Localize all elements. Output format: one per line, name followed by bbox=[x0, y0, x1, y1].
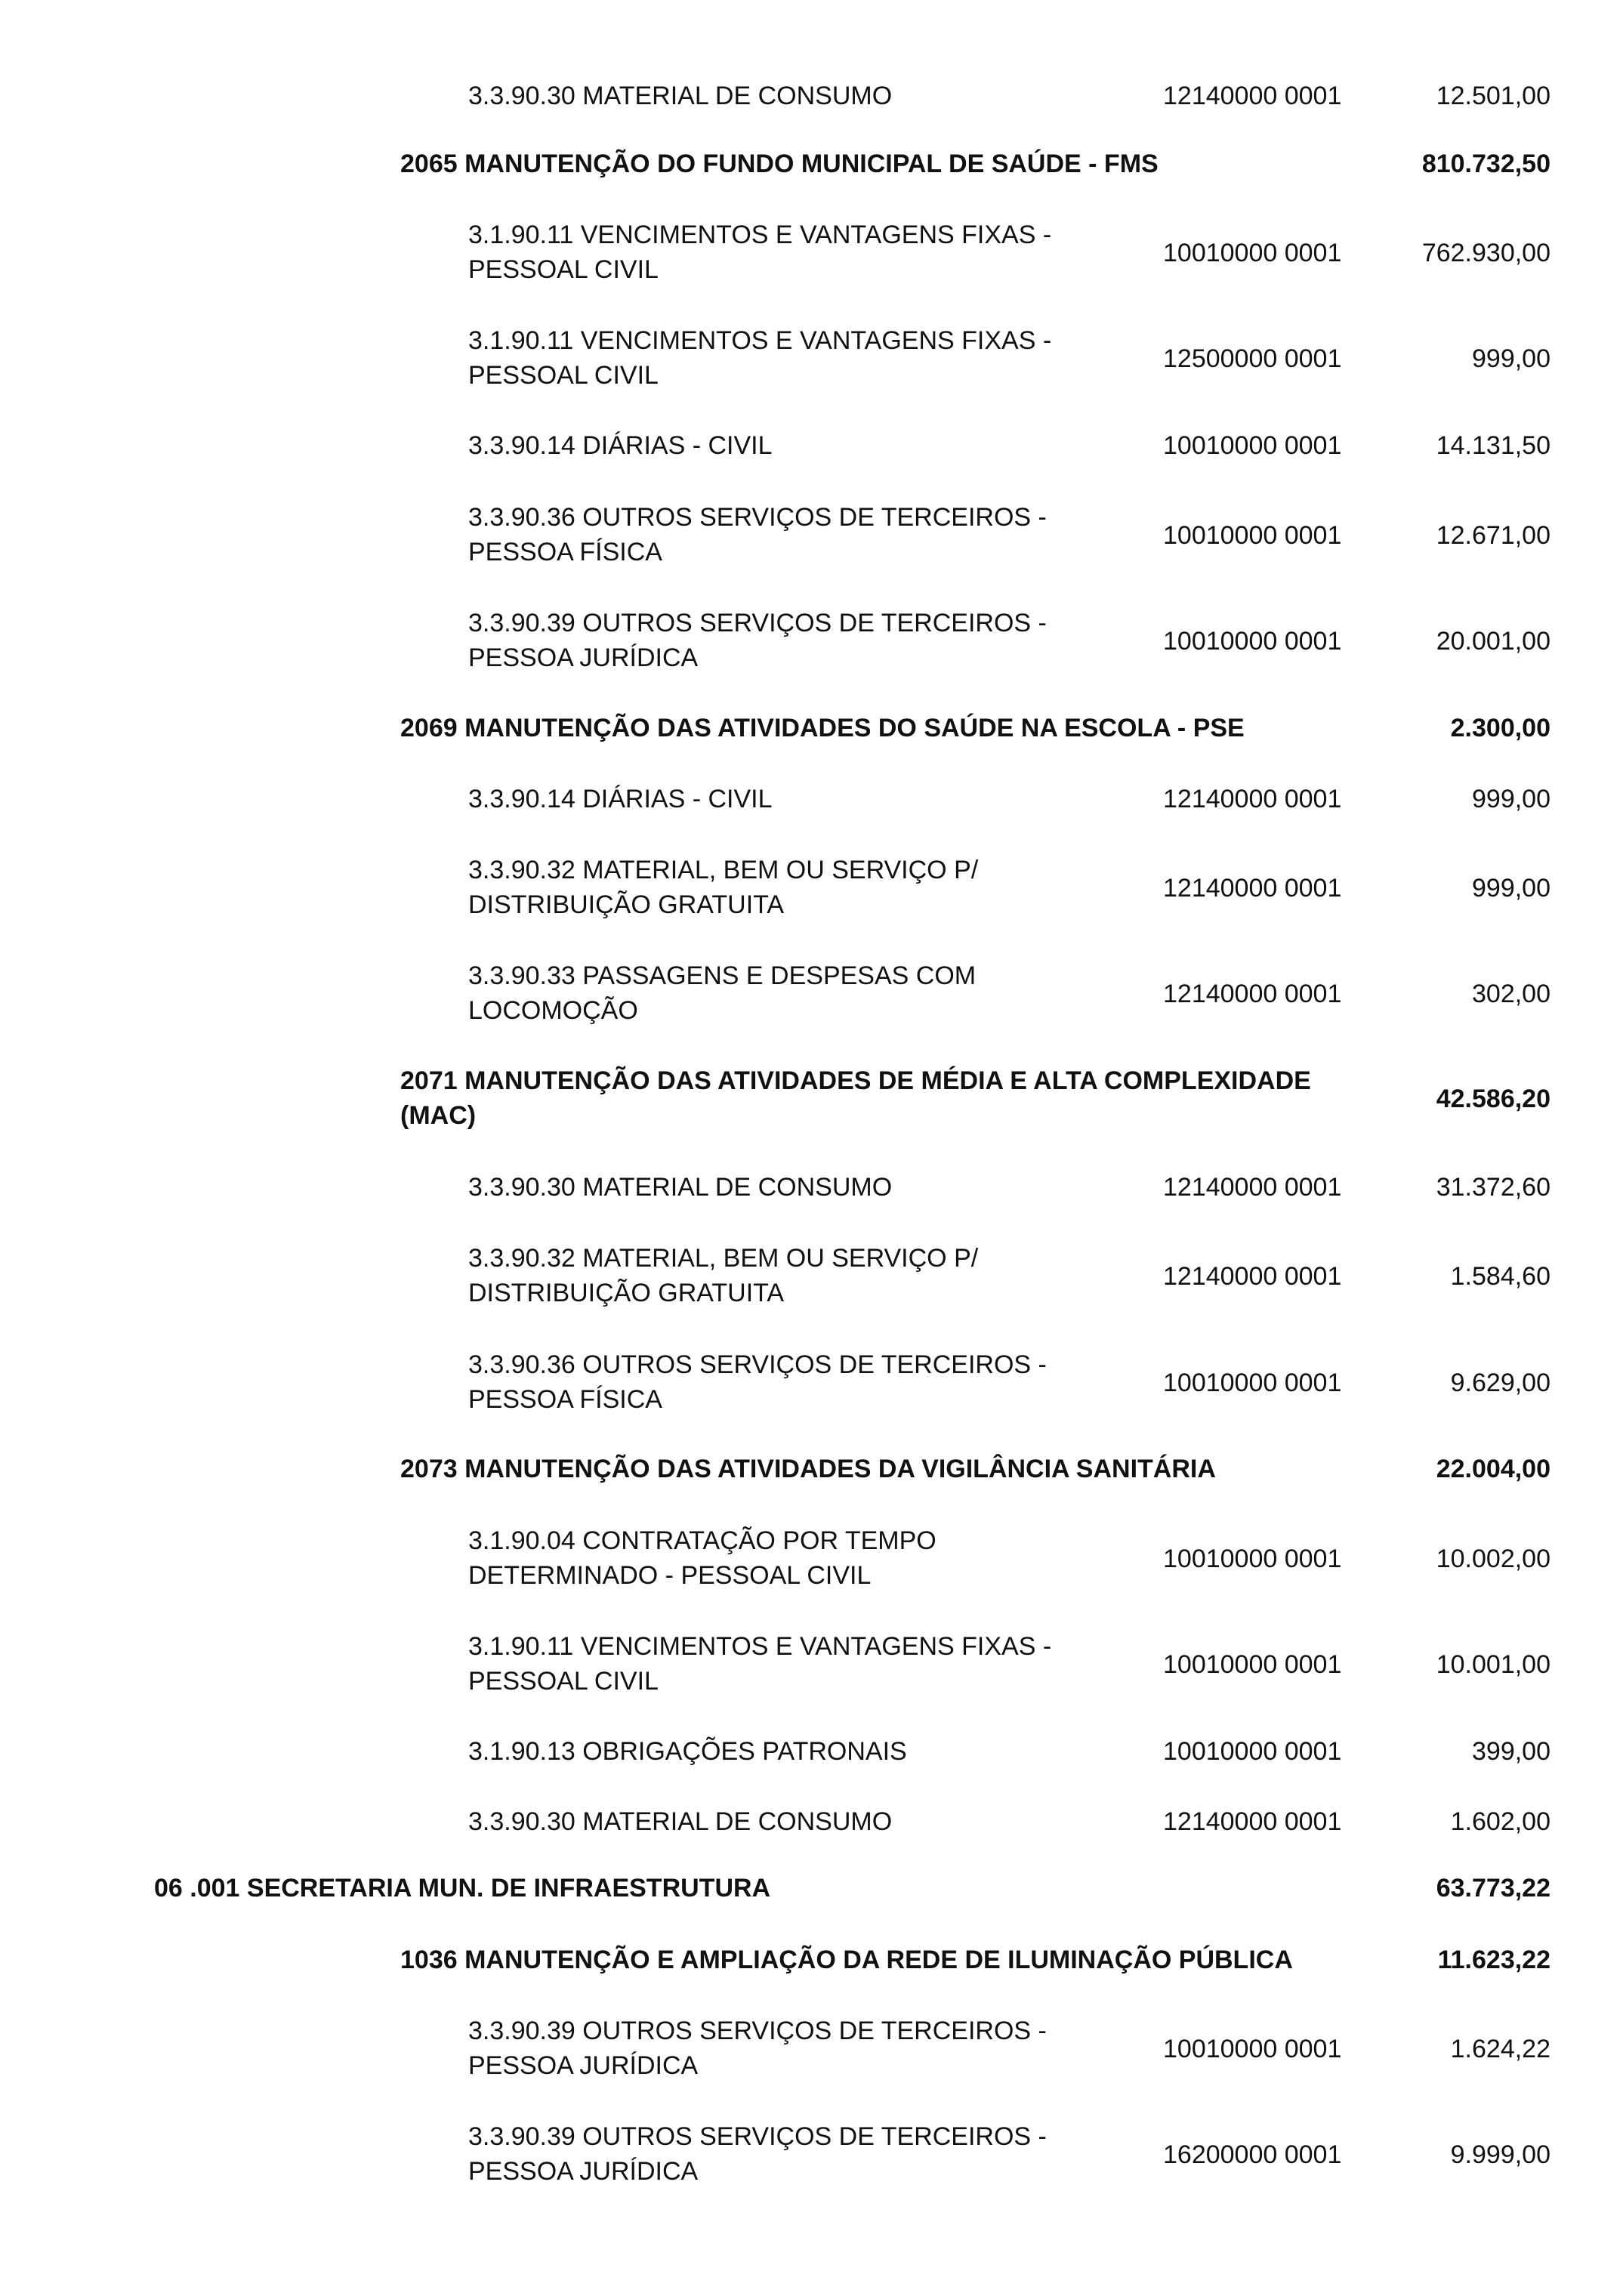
expense-row bbox=[0, 1170, 1623, 1205]
row-description bbox=[468, 218, 1118, 287]
expense-row bbox=[0, 782, 1623, 816]
expense-row bbox=[0, 958, 1623, 1029]
description-line: 06 .001 SECRETARIA MUN. DE INFRAESTRUTURA bbox=[154, 1874, 771, 1903]
source-code: 12140000 0001 bbox=[1163, 874, 1342, 903]
description-line: PESSOAL CIVIL bbox=[468, 255, 659, 284]
organ-row bbox=[0, 1871, 1623, 1906]
row-description bbox=[400, 1452, 1382, 1486]
source-code: 12140000 0001 bbox=[1163, 980, 1342, 1008]
description-line: 3.3.90.32 MATERIAL, BEM OU SERVIÇO P/ bbox=[468, 856, 979, 884]
description-line: 3.3.90.32 MATERIAL, BEM OU SERVIÇO P/ bbox=[468, 1244, 979, 1273]
amount-value: 10.002,00 bbox=[1436, 1545, 1550, 1573]
description-line: 3.1.90.11 VENCIMENTOS E VANTAGENS FIXAS - bbox=[468, 221, 1052, 249]
description-line: 1036 MANUTENÇÃO E AMPLIAÇÃO DA REDE DE ILUMINAÇÃO PÚBLICA bbox=[400, 1946, 1293, 1974]
source-code: 10010000 0001 bbox=[1163, 1737, 1342, 1766]
row-description bbox=[468, 2119, 1118, 2189]
description-line: 3.3.90.39 OUTROS SERVIÇOS DE TERCEIROS - bbox=[468, 609, 1047, 637]
source-code: 10010000 0001 bbox=[1163, 1369, 1342, 1397]
description-line: 3.3.90.39 OUTROS SERVIÇOS DE TERCEIROS - bbox=[468, 2017, 1047, 2045]
row-description bbox=[468, 79, 1118, 113]
row-description bbox=[468, 958, 1118, 1028]
action-row bbox=[0, 147, 1623, 181]
description-line: DETERMINADO - PESSOAL CIVIL bbox=[468, 1561, 872, 1590]
row-description bbox=[468, 853, 1118, 922]
source-code: 10010000 0001 bbox=[1163, 521, 1342, 550]
amount-value: 1.602,00 bbox=[1450, 1807, 1550, 1836]
amount-value: 42.586,20 bbox=[1436, 1085, 1550, 1113]
row-description bbox=[468, 1347, 1118, 1417]
source-code: 10010000 0001 bbox=[1163, 627, 1342, 656]
row-description bbox=[468, 323, 1118, 393]
source-code: 10010000 0001 bbox=[1163, 239, 1342, 267]
source-code: 12140000 0001 bbox=[1163, 785, 1342, 813]
expense-row bbox=[0, 218, 1623, 289]
amount-value: 399,00 bbox=[1472, 1737, 1550, 1766]
amount-value: 9.629,00 bbox=[1450, 1369, 1550, 1397]
amount-value: 999,00 bbox=[1472, 874, 1550, 903]
description-line: DISTRIBUIÇÃO GRATUITA bbox=[468, 1279, 785, 1307]
row-description bbox=[400, 1943, 1382, 1977]
description-line: PESSOA JURÍDICA bbox=[468, 643, 699, 672]
expense-row bbox=[0, 1347, 1623, 1418]
row-description bbox=[400, 711, 1382, 745]
description-line: PESSOA JURÍDICA bbox=[468, 2051, 699, 2080]
amount-value: 11.623,22 bbox=[1437, 1946, 1550, 1974]
description-line: PESSOA FÍSICA bbox=[468, 1385, 662, 1414]
row-description bbox=[468, 1241, 1118, 1310]
description-line: 3.1.90.11 VENCIMENTOS E VANTAGENS FIXAS - bbox=[468, 326, 1052, 355]
amount-value: 9.999,00 bbox=[1450, 2140, 1550, 2169]
row-description bbox=[468, 1523, 1118, 1593]
description-line: 3.3.90.14 DIÁRIAS - CIVIL bbox=[468, 785, 773, 813]
amount-value: 1.584,60 bbox=[1450, 1262, 1550, 1291]
expense-row bbox=[0, 500, 1623, 571]
description-line: 3.3.90.14 DIÁRIAS - CIVIL bbox=[468, 431, 773, 460]
row-description bbox=[154, 1871, 770, 1906]
description-line: 3.1.90.13 OBRIGAÇÕES PATRONAIS bbox=[468, 1737, 907, 1766]
expense-row bbox=[0, 1804, 1623, 1839]
row-description bbox=[400, 147, 1382, 181]
description-line: 3.1.90.04 CONTRATAÇÃO POR TEMPO bbox=[468, 1526, 936, 1555]
description-line: 3.3.90.36 OUTROS SERVIÇOS DE TERCEIROS - bbox=[468, 503, 1047, 532]
amount-value: 12.501,00 bbox=[1436, 82, 1550, 110]
source-code: 12140000 0001 bbox=[1163, 82, 1342, 110]
expense-row bbox=[0, 1629, 1623, 1700]
expense-row bbox=[0, 1734, 1623, 1769]
expense-row bbox=[0, 1241, 1623, 1312]
source-code: 12140000 0001 bbox=[1163, 1262, 1342, 1291]
expense-row bbox=[0, 428, 1623, 463]
action-row bbox=[0, 711, 1623, 745]
description-line: 3.3.90.30 MATERIAL DE CONSUMO bbox=[468, 82, 893, 110]
amount-value: 31.372,60 bbox=[1436, 1173, 1550, 1202]
amount-value: 999,00 bbox=[1472, 785, 1550, 813]
amount-value: 762.930,00 bbox=[1421, 239, 1550, 267]
description-line: DISTRIBUIÇÃO GRATUITA bbox=[468, 890, 785, 919]
row-description bbox=[468, 500, 1118, 569]
description-line: 3.3.90.30 MATERIAL DE CONSUMO bbox=[468, 1807, 893, 1836]
action-row bbox=[0, 1063, 1623, 1134]
row-description bbox=[468, 782, 1118, 816]
source-code: 12140000 0001 bbox=[1163, 1807, 1342, 1836]
amount-value: 10.001,00 bbox=[1436, 1650, 1550, 1679]
row-description bbox=[468, 1804, 1118, 1839]
expense-row bbox=[0, 1523, 1623, 1594]
row-description bbox=[468, 606, 1118, 675]
amount-value: 810.732,50 bbox=[1421, 150, 1550, 178]
description-line: PESSOAL CIVIL bbox=[468, 361, 659, 390]
source-code: 10010000 0001 bbox=[1163, 2035, 1342, 2063]
row-description bbox=[468, 1170, 1118, 1205]
amount-value: 22.004,00 bbox=[1436, 1455, 1550, 1483]
description-line: PESSOA FÍSICA bbox=[468, 538, 662, 566]
amount-value: 12.671,00 bbox=[1436, 521, 1550, 550]
description-line: 3.3.90.36 OUTROS SERVIÇOS DE TERCEIROS - bbox=[468, 1350, 1047, 1379]
description-line: LOCOMOÇÃO bbox=[468, 996, 638, 1025]
row-description bbox=[468, 1734, 1118, 1769]
description-line: (MAC) bbox=[400, 1101, 477, 1130]
description-line: 3.3.90.30 MATERIAL DE CONSUMO bbox=[468, 1173, 893, 1202]
amount-value: 2.300,00 bbox=[1450, 714, 1550, 742]
amount-value: 20.001,00 bbox=[1436, 627, 1550, 656]
description-line: 2065 MANUTENÇÃO DO FUNDO MUNICIPAL DE SAÚDE - FMS bbox=[400, 150, 1159, 178]
row-description bbox=[400, 1063, 1382, 1133]
source-code: 12500000 0001 bbox=[1163, 344, 1342, 373]
description-line: PESSOAL CIVIL bbox=[468, 1667, 659, 1696]
expense-row bbox=[0, 79, 1623, 113]
action-row bbox=[0, 1452, 1623, 1486]
expense-row bbox=[0, 853, 1623, 924]
row-description bbox=[468, 428, 1118, 463]
source-code: 12140000 0001 bbox=[1163, 1173, 1342, 1202]
amount-value: 302,00 bbox=[1472, 980, 1550, 1008]
source-code: 10010000 0001 bbox=[1163, 1650, 1342, 1679]
expense-row bbox=[0, 2014, 1623, 2085]
expense-row bbox=[0, 606, 1623, 677]
amount-value: 999,00 bbox=[1472, 344, 1550, 373]
amount-value: 1.624,22 bbox=[1450, 2035, 1550, 2063]
description-line: 2071 MANUTENÇÃO DAS ATIVIDADES DE MÉDIA E ALTA COMPLEXIDADE bbox=[400, 1066, 1311, 1095]
amount-value: 14.131,50 bbox=[1436, 431, 1550, 460]
description-line: 3.3.90.33 PASSAGENS E DESPESAS COM bbox=[468, 961, 977, 990]
source-code: 16200000 0001 bbox=[1163, 2140, 1342, 2169]
description-line: PESSOA JURÍDICA bbox=[468, 2157, 699, 2186]
amount-value: 63.773,22 bbox=[1436, 1874, 1550, 1903]
expense-row bbox=[0, 323, 1623, 394]
description-line: 2069 MANUTENÇÃO DAS ATIVIDADES DO SAÚDE NA ESCOLA - PSE bbox=[400, 714, 1245, 742]
description-line: 3.3.90.39 OUTROS SERVIÇOS DE TERCEIROS - bbox=[468, 2122, 1047, 2151]
action-row bbox=[0, 1943, 1623, 1977]
source-code: 10010000 0001 bbox=[1163, 1545, 1342, 1573]
description-line: 2073 MANUTENÇÃO DAS ATIVIDADES DA VIGILÂNCIA SANITÁRIA bbox=[400, 1455, 1216, 1483]
source-code: 10010000 0001 bbox=[1163, 431, 1342, 460]
row-description bbox=[468, 2014, 1118, 2083]
expense-row bbox=[0, 2119, 1623, 2190]
row-description bbox=[468, 1629, 1118, 1699]
description-line: 3.1.90.11 VENCIMENTOS E VANTAGENS FIXAS - bbox=[468, 1632, 1052, 1661]
